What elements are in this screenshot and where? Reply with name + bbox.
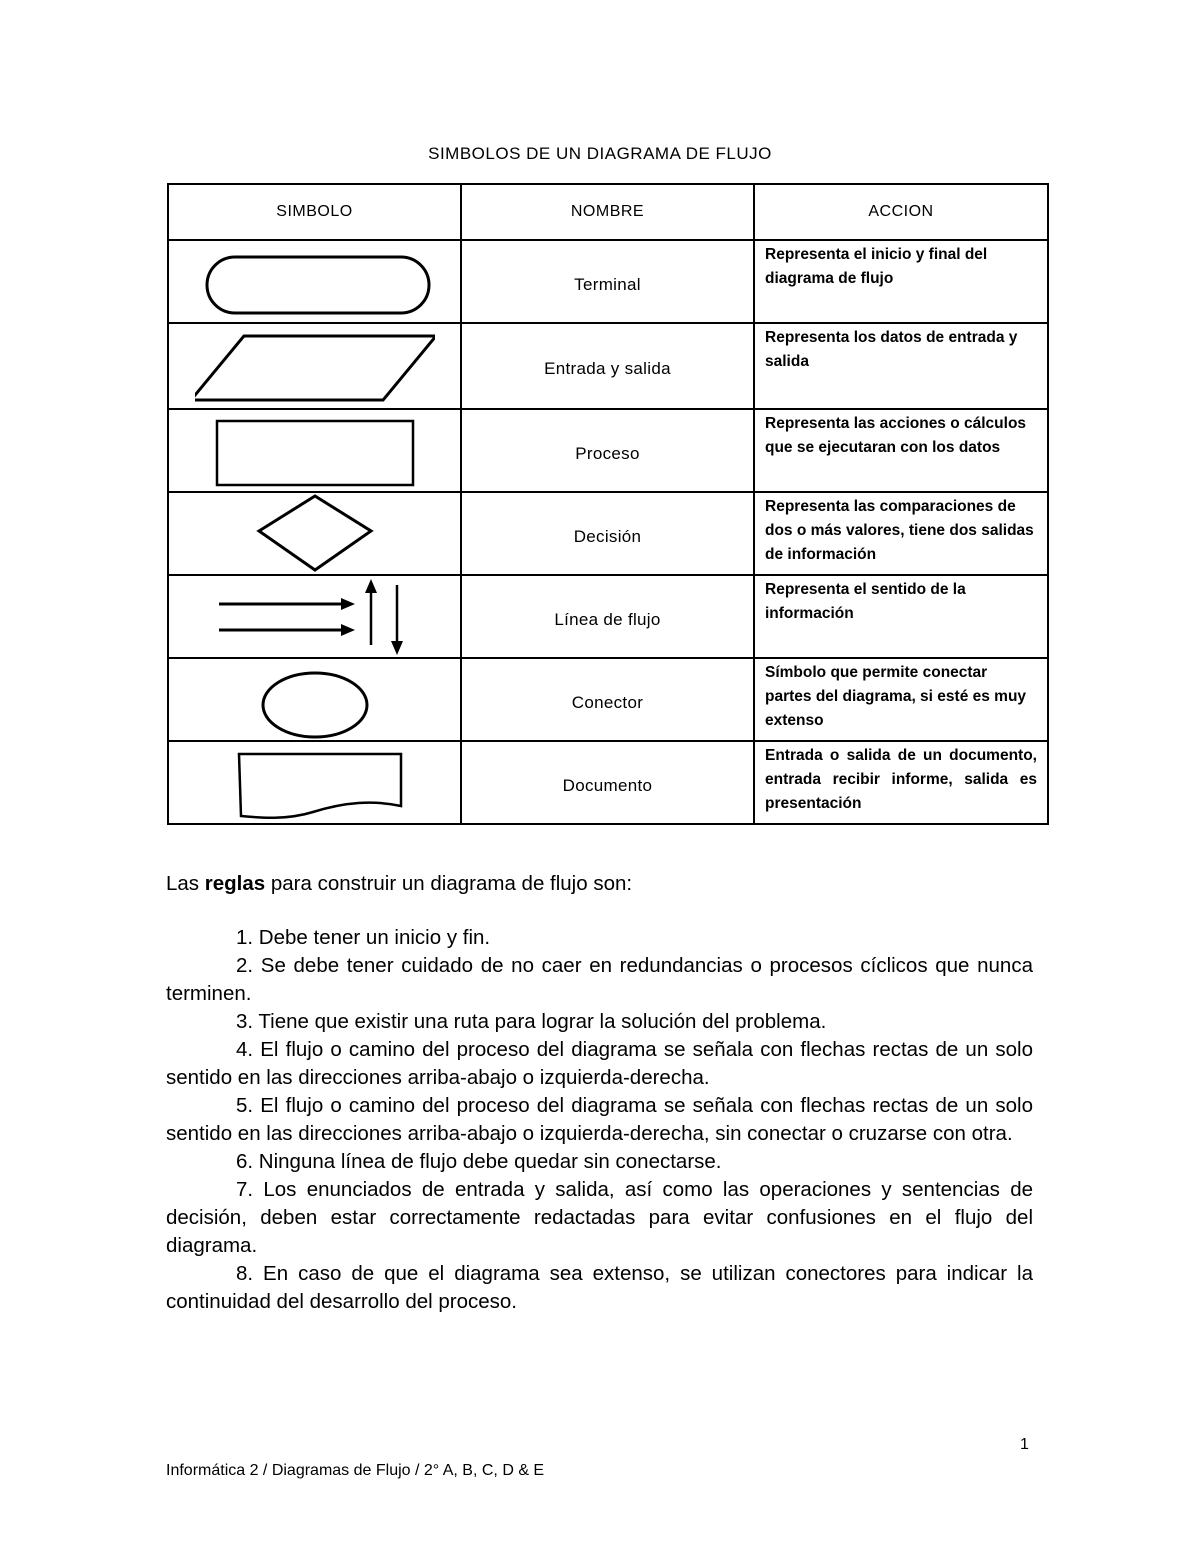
table-row: [168, 240, 1048, 323]
name-cell: Proceso: [461, 409, 754, 492]
name-cell: Documento: [461, 741, 754, 824]
document-icon: [195, 744, 435, 822]
symbol-cell: [168, 323, 461, 409]
action-cell: Símbolo que permite conectar partes del diagrama, si esté es muy extenso: [754, 658, 1048, 741]
name-cell: Conector: [461, 658, 754, 741]
parallelogram-icon: [195, 328, 435, 404]
list-item: 4. El flujo o camino del proceso del diagrama se señala con flechas rectas de un solo sentido en las direcciones arriba-abajo o izquierda-derecha.: [166, 1038, 1033, 1089]
list-item: 3. Tiene que existir una ruta para lograr la solución del problema.: [236, 1010, 827, 1033]
table-row: [168, 323, 1048, 409]
table-row: [168, 492, 1048, 575]
page-title: SIMBOLOS DE UN DIAGRAMA DE FLUJO: [428, 144, 772, 163]
table-row: [168, 658, 1048, 741]
action-cell: Entrada o salida de un documento, entrada recibir informe, salida es presentación: [754, 741, 1048, 824]
list-item: 2. Se debe tener cuidado de no caer en redundancias o procesos cíclicos que nunca terminen.: [166, 954, 1033, 1005]
header-simbolo: SIMBOLO: [168, 184, 461, 240]
header-accion: ACCION: [754, 184, 1048, 240]
action-cell: Representa el inicio y final del diagrama de flujo: [754, 240, 1048, 323]
symbols-table: [167, 183, 1049, 825]
action-cell: Representa las acciones o cálculos que se ejecutaran con los datos: [754, 409, 1048, 492]
symbol-cell: [168, 658, 461, 741]
table-header-row: [168, 184, 1048, 240]
name-cell: Terminal: [461, 240, 754, 323]
list-item: 6. Ninguna línea de flujo debe quedar sin conectarse.: [236, 1150, 722, 1173]
symbol-cell: [168, 409, 461, 492]
table-row: [168, 409, 1048, 492]
symbol-cell: [168, 741, 461, 824]
action-cell: Representa las comparaciones de dos o más valores, tiene dos salidas de información: [754, 492, 1048, 575]
symbol-cell: [168, 492, 461, 575]
symbol-cell: [168, 240, 461, 323]
ellipse-icon: [195, 661, 435, 739]
table-row: [168, 741, 1048, 824]
name-cell: Línea de flujo: [461, 575, 754, 658]
table-row: [168, 575, 1048, 658]
rules-section: [166, 870, 1033, 1316]
action-cell: Representa los datos de entrada y salida: [754, 323, 1048, 409]
terminal-icon: [195, 247, 435, 317]
rules-intro: Las reglas para construir un diagrama de flujo son:: [166, 872, 633, 895]
name-cell: Entrada y salida: [461, 323, 754, 409]
list-item: 7. Los enunciados de entrada y salida, así como las operaciones y sentencias de decisión, deben estar correctamente redactadas para evitar confusiones en el flujo del diagrama.: [166, 1178, 1033, 1257]
rectangle-icon: [195, 415, 435, 487]
page-number: 1: [1020, 1436, 1029, 1453]
list-item: 8. En caso de que el diagrama sea extenso, se utilizan conectores para indicar la continuidad del desarrollo del proceso.: [166, 1262, 1033, 1313]
list-item: 5. El flujo o camino del proceso del diagrama se señala con flechas rectas de un solo sentido en las direcciones arriba-abajo o izquierda-derecha, sin conectar o cruzarse con otra.: [166, 1094, 1033, 1145]
name-cell: Decisión: [461, 492, 754, 575]
list-item: 1. Debe tener un inicio y fin.: [236, 926, 491, 949]
header-nombre: NOMBRE: [461, 184, 754, 240]
diamond-icon: [195, 494, 435, 574]
flow-arrows-icon: [195, 577, 435, 657]
page-footer: Informática 2 / Diagramas de Flujo / 2° A, B, C, D & E: [166, 1462, 545, 1479]
symbol-cell: [168, 575, 461, 658]
action-cell: Representa el sentido de la información: [754, 575, 1048, 658]
